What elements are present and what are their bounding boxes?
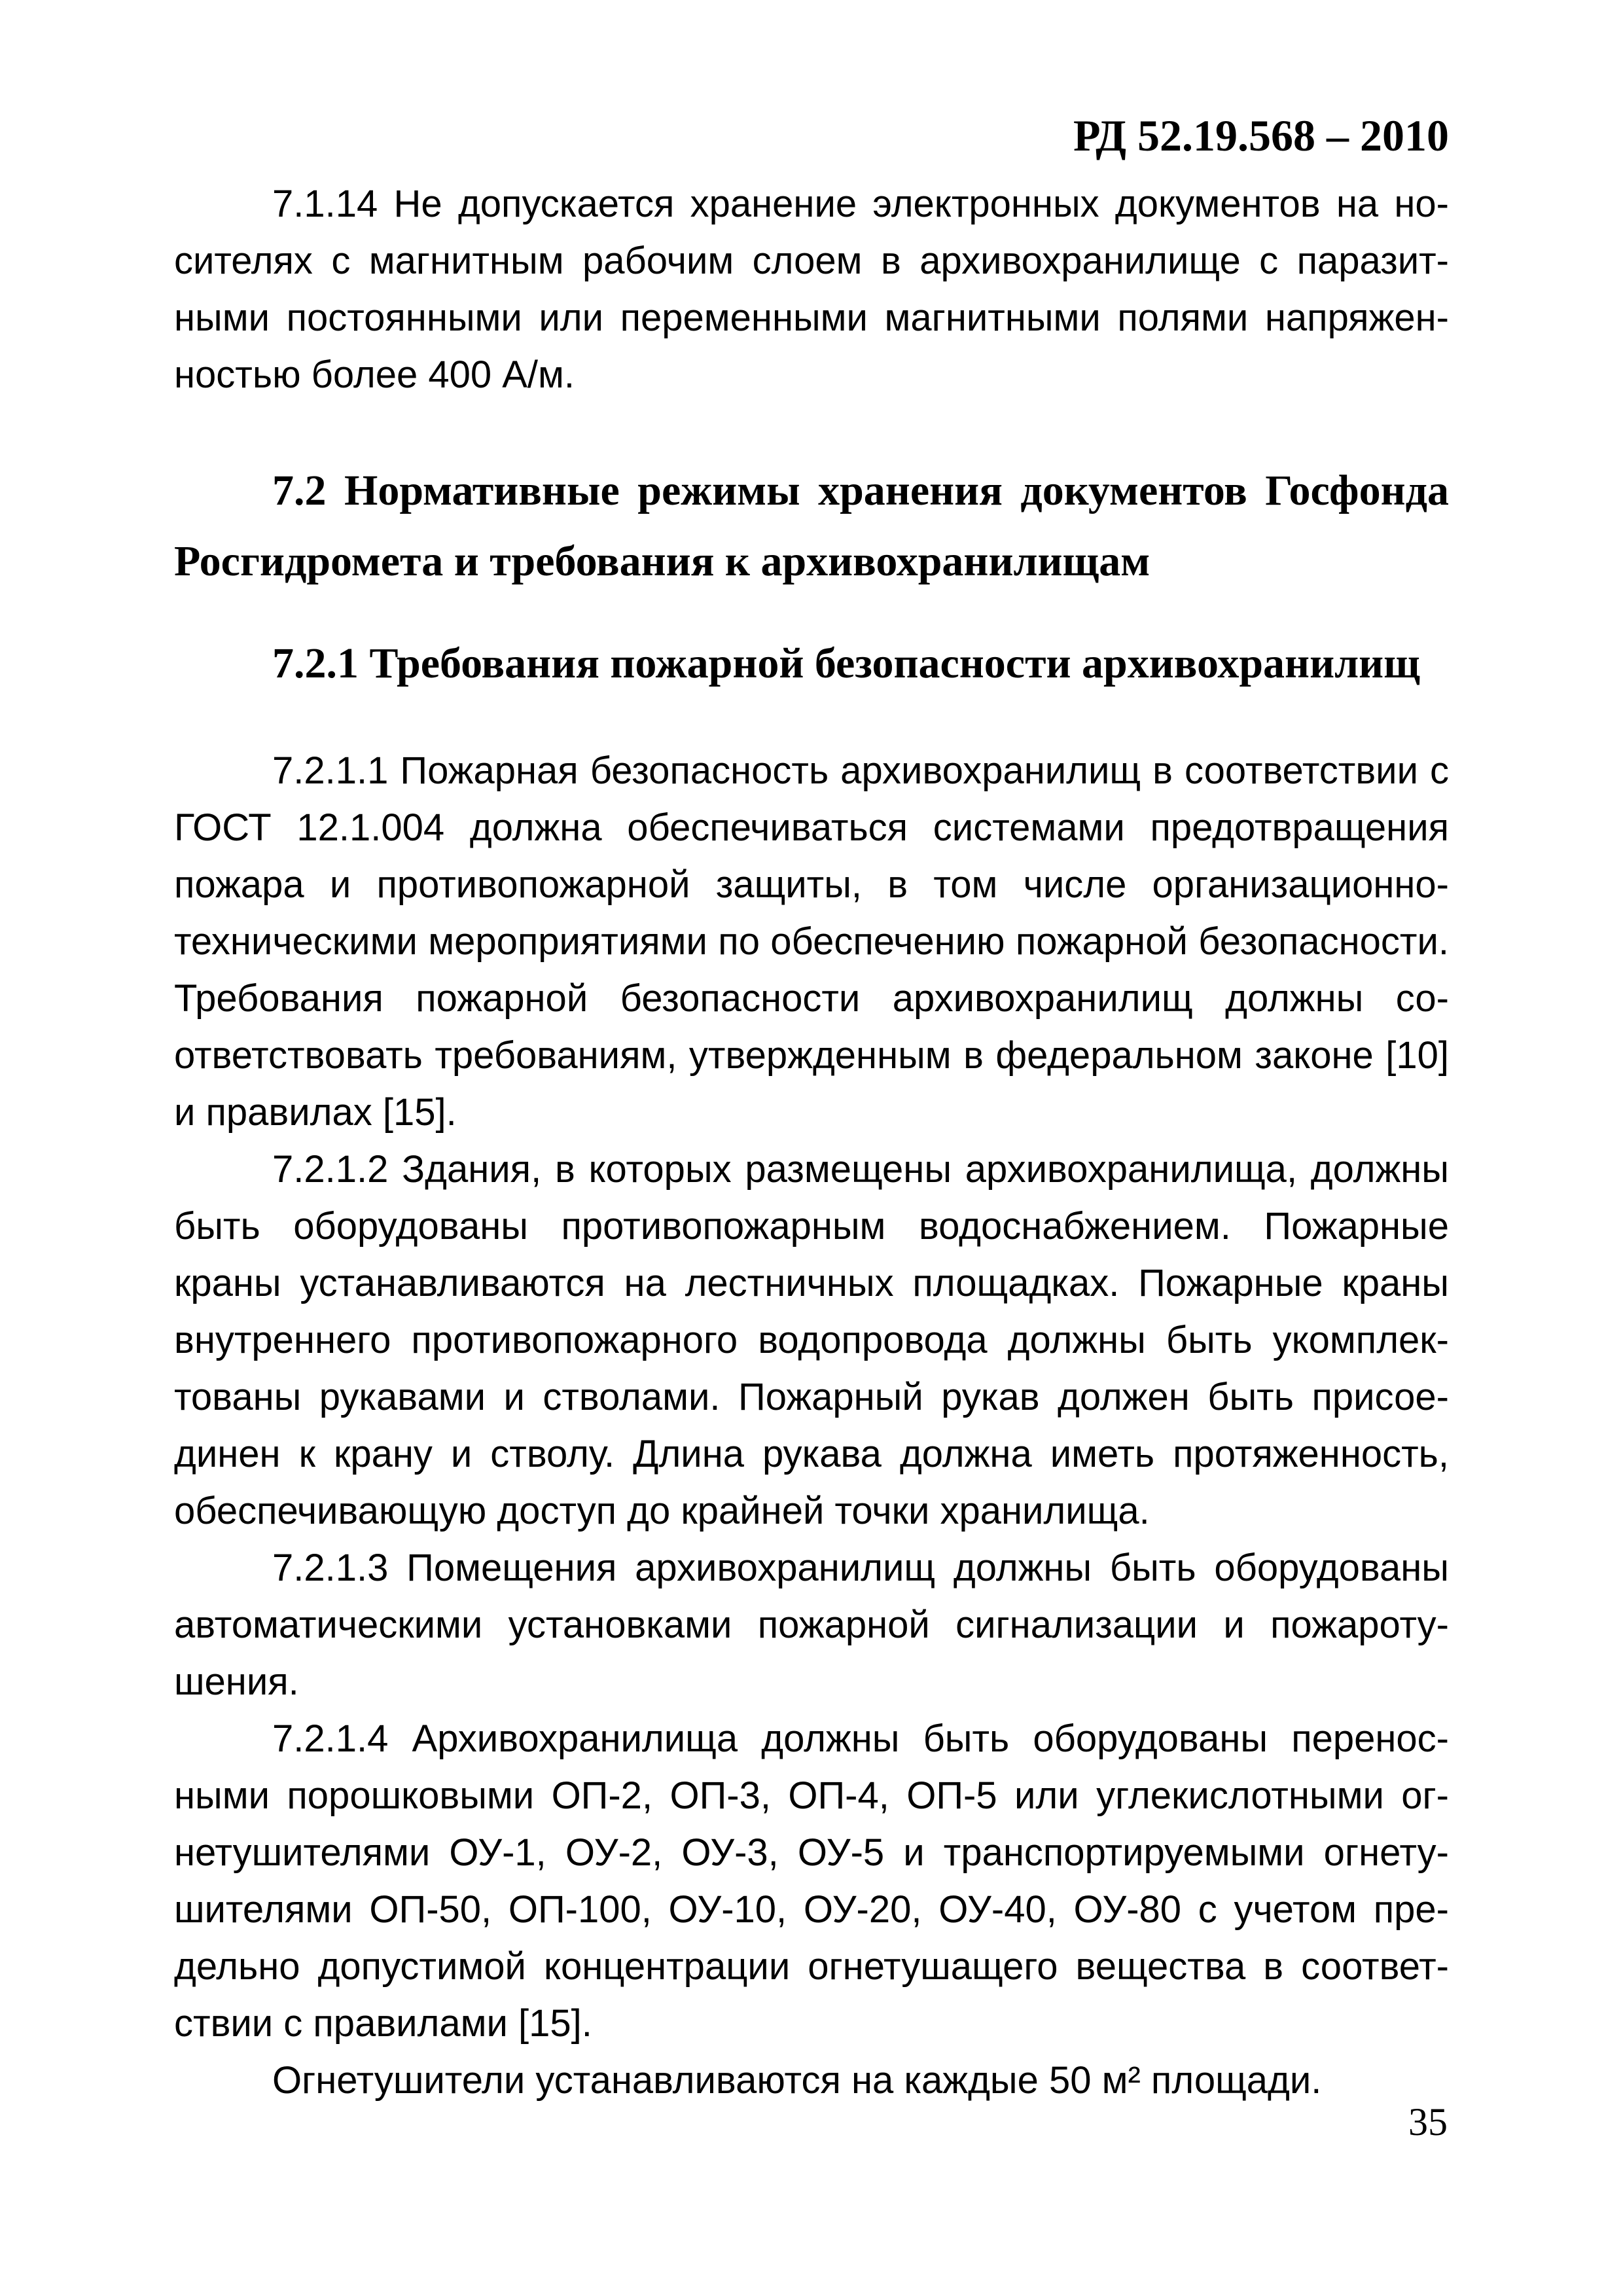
paragraph-7-2-1-3: 7.2.1.3 Помещения архивохранилищ должны быть оборудованы автоматическими установками пожарной сигнализации и пожаротушения. xyxy=(174,1547,1449,1703)
section-7-1-14 xyxy=(174,175,1449,403)
page-number: 35 xyxy=(1408,2100,1448,2144)
paragraph-extinguishers: Огнетушители устанавливаются на каждые 50 м² площади. xyxy=(272,2059,1322,2102)
heading-7-2-1: 7.2.1 Требования пожарной безопасности архивохранилищ xyxy=(272,639,1420,687)
heading-7-2: 7.2 Нормативные режимы хранения документов Госфонда Росгидромета и требования к архивохранилищам xyxy=(174,467,1449,585)
paragraph-7-2-1-2: 7.2.1.2 Здания, в которых размещены архивохранилища, должны быть оборудованы противопожарным водоснабжением. Пожарные краны устанавливаются на лестничных площадках. Пожарные краны внутреннего противопожарного водопровода должны быть укомплектованы рукавами и стволами. Пожарный рукав должен быть присоединен к крану и стволу. Длина рукава должна иметь протяженность, обеспечивающую доступ до крайней точки хранилища. xyxy=(174,1148,1449,1532)
paragraph-7-2-1-1: 7.2.1.1 Пожарная безопасность архивохранилищ в соответствии с ГОСТ 12.1.004 должна обеспечиваться системами предотвращения пожара и противопожарной защиты, в том числе организационно-техническими мероприятиями по обеспечению пожарной безопасности. Требования пожарной безопасности архивохранилищ должны соответствовать требованиям, утвержденным в федеральном законе [10] и правилах [15]. xyxy=(174,749,1449,1134)
paragraph-7-2-1-4: 7.2.1.4 Архивохранилища должны быть оборудованы переносными порошковыми ОП-2, ОП-3, ОП-4, ОП-5 или углекислотными огнетушителями ОУ-1, ОУ-2, ОУ-3, ОУ-5 и транспортируемыми огнетушителями ОП-50, ОП-100, ОУ-10, ОУ-20, ОУ-40, ОУ-80 с учетом предельно допустимой концентрации огнетушащего вещества в соответствии с правилами [15]. xyxy=(174,1717,1449,2045)
section-7-2-1-body xyxy=(174,742,1449,2109)
paragraph-7-1-14: 7.1.14 Не допускается хранение электронных документов на носителях с магнитным рабочим слоем в архивохранилище с паразитными постоянными или переменными магнитными полями напряженностью более 400 А/м. xyxy=(174,183,1449,396)
document-code-header: РД 52.19.568 – 2010 xyxy=(1073,111,1449,160)
